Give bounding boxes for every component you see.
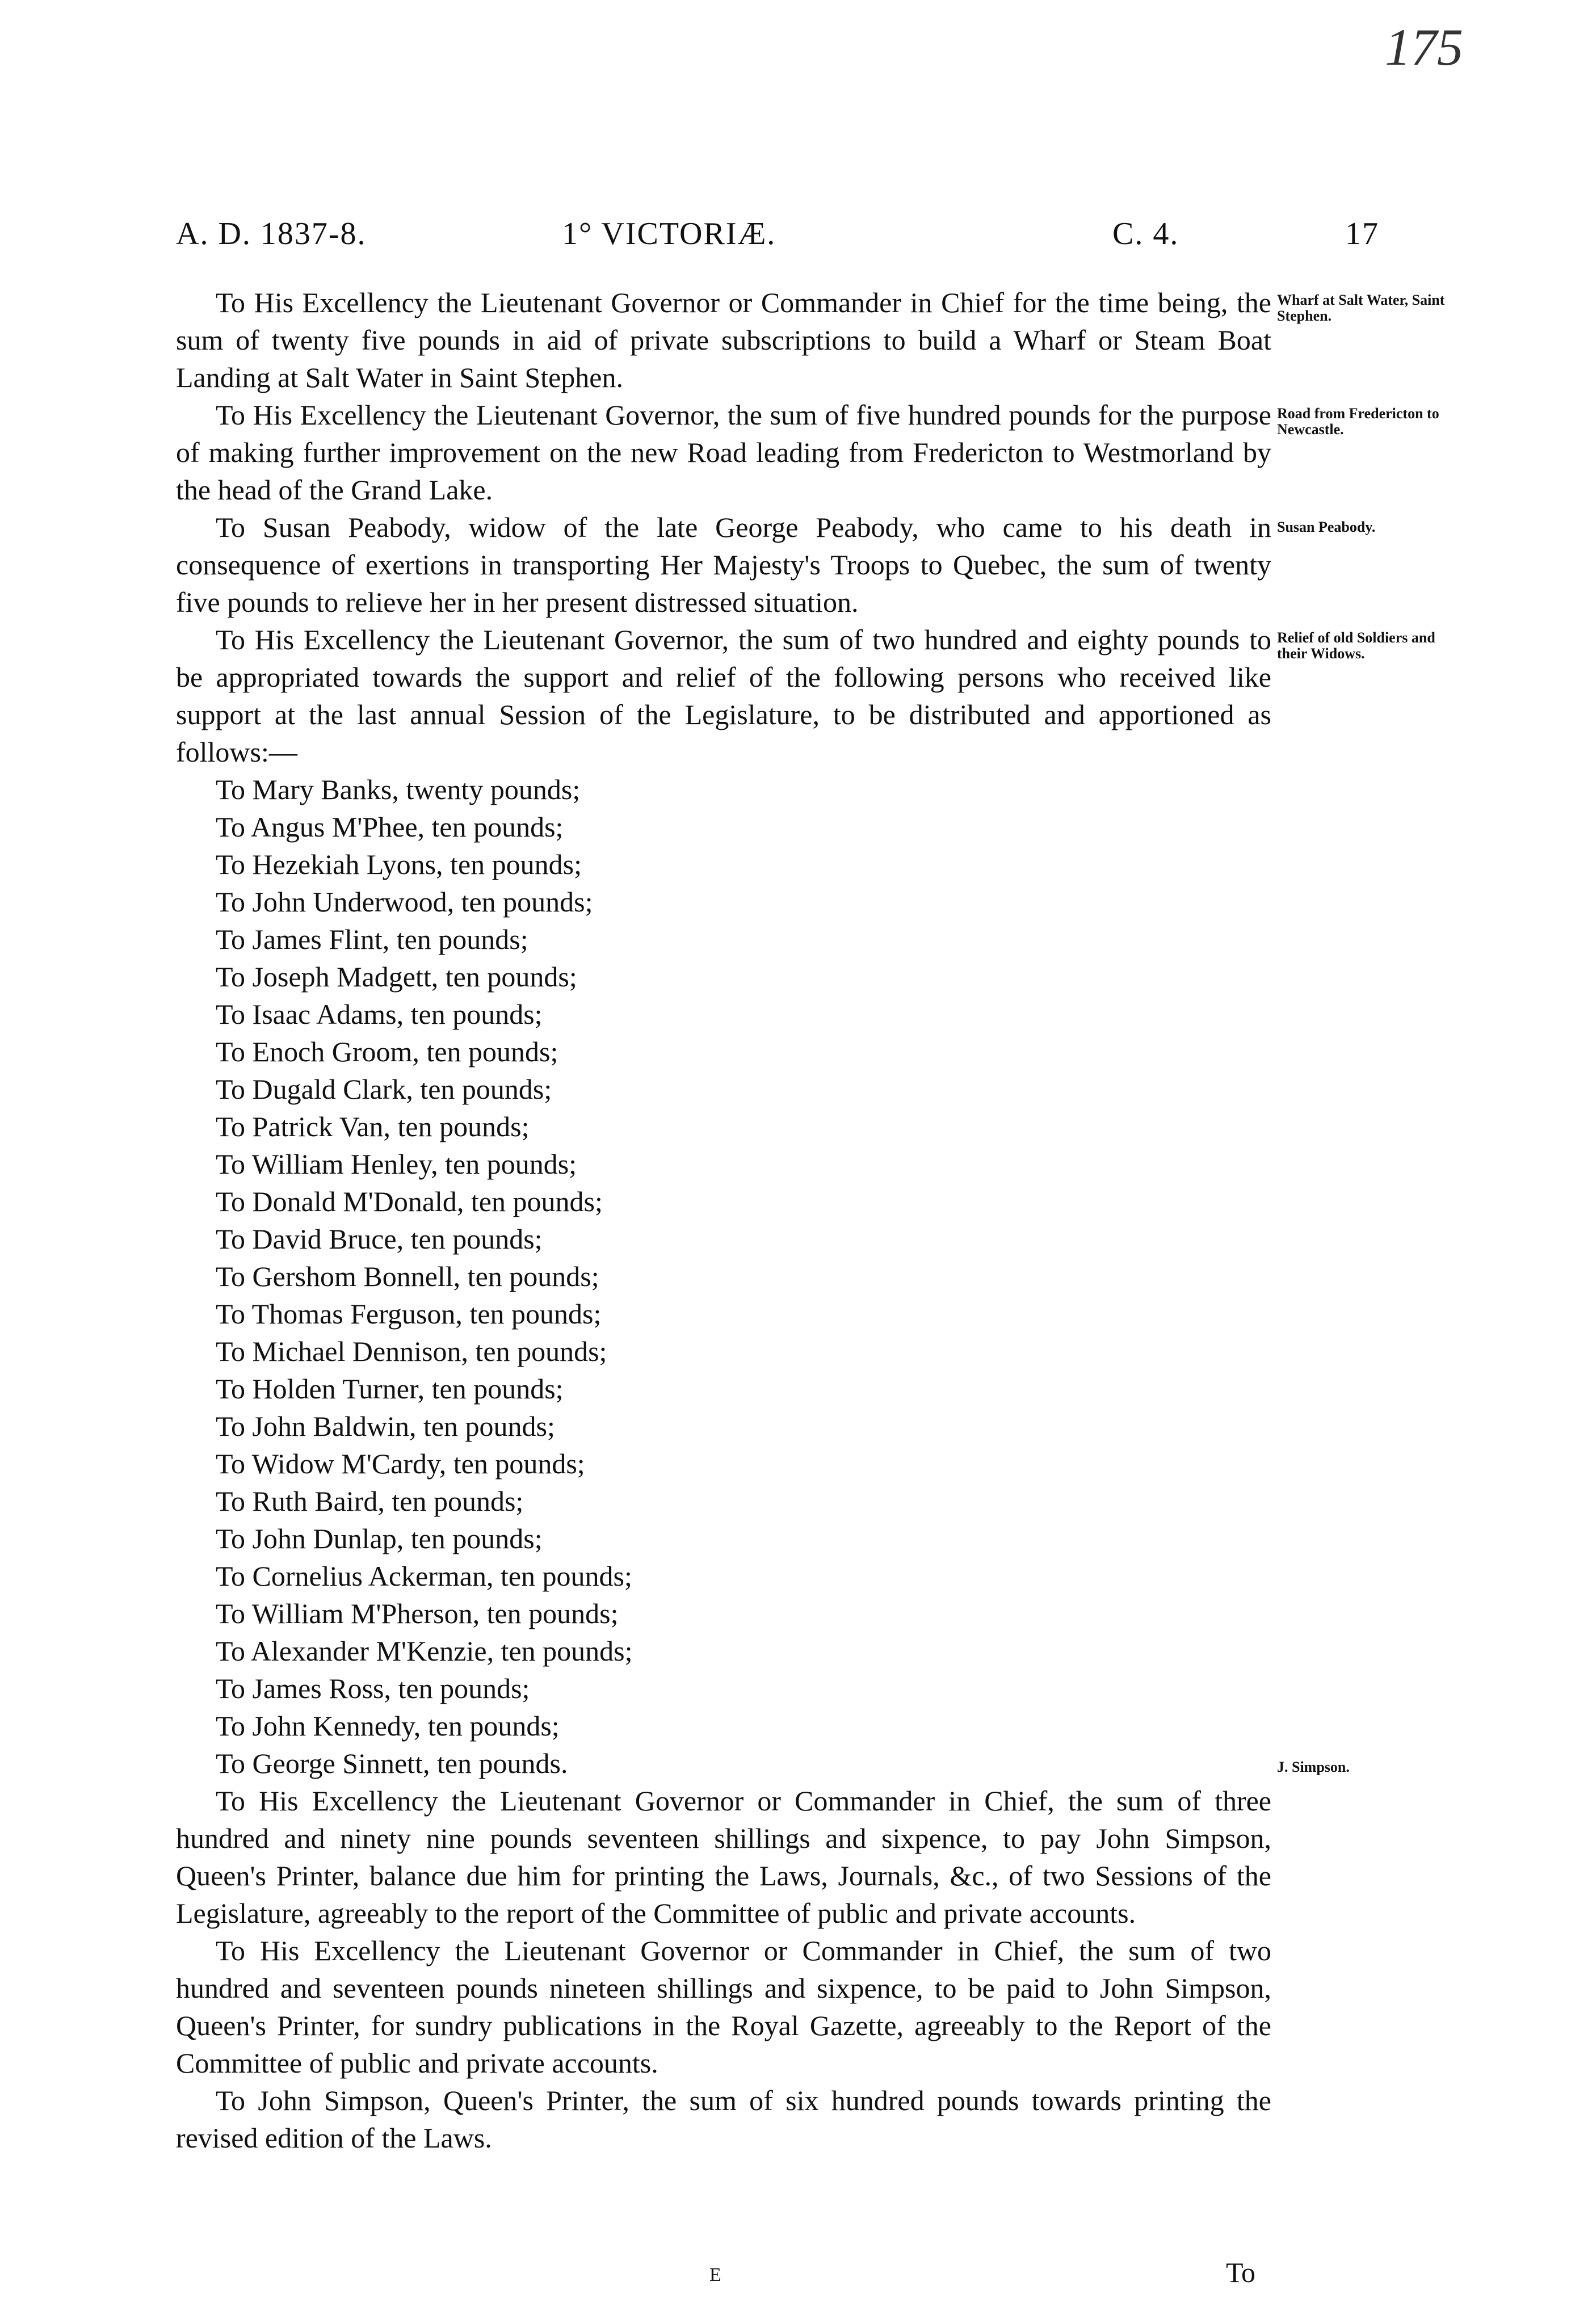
list-item: To Cornelius Ackerman, ten pounds; <box>216 1560 632 1592</box>
list-item: To Donald M'Donald, ten pounds; <box>216 1186 603 1217</box>
header-reign: 1° VICTORIÆ. <box>562 216 776 251</box>
header-year: A. D. 1837-8. <box>176 216 367 251</box>
list-item: To Enoch Groom, ten pounds; <box>216 1036 558 1068</box>
paragraph-peabody: To Susan Peabody, widow of the late George Peabody, who came to his death in consequence of exertions in transporting Her Majesty's Troops to Quebec, the sum of twenty five pounds to relieve her in her present distressed situation. <box>176 511 1271 618</box>
list-item: To Holden Turner, ten pounds; <box>216 1373 564 1405</box>
signature-mark: E <box>709 2264 723 2285</box>
margin-note-road: Road from Fredericton to Newcastle. <box>1277 405 1439 438</box>
list-item: To Alexander M'Kenzie, ten pounds; <box>216 1635 633 1667</box>
running-header <box>176 216 1385 261</box>
paragraph-road: To His Excellency the Lieutenant Governor, the sum of five hundred pounds for the purpose of making further improvement on the new Road leading from Fredericton to Westmorland by the head of the Grand Lake. <box>176 399 1271 506</box>
list-item: To Joseph Madgett, ten pounds; <box>216 961 577 993</box>
list-item: To George Sinnett, ten pounds. <box>216 1747 568 1779</box>
handwritten-page-number: 175 <box>1385 18 1463 76</box>
list-item: To Angus M'Phee, ten pounds; <box>216 811 564 843</box>
list-item: To John Kennedy, ten pounds; <box>216 1710 560 1742</box>
list-item: To David Bruce, ten pounds; <box>216 1223 543 1255</box>
list-item: To Mary Banks, twenty pounds; <box>216 774 581 805</box>
list-item: To William M'Pherson, ten pounds; <box>216 1598 619 1629</box>
header-chapter: C. 4. <box>1112 216 1179 251</box>
catchword: To <box>1226 2256 1256 2288</box>
margin-note-wharf: Wharf at Salt Water, Saint Stephen. <box>1277 292 1445 324</box>
list-item: To Widow M'Cardy, ten pounds; <box>216 1448 585 1480</box>
list-item: To Dugald Clark, ten pounds; <box>216 1073 552 1105</box>
list-item: To Gershom Bonnell, ten pounds; <box>216 1260 599 1292</box>
statute-body <box>176 284 1271 2157</box>
header-page-number: 17 <box>1345 216 1379 251</box>
paragraph-simpson-balance: To His Excellency the Lieutenant Governor or Commander in Chief, the sum of three hundred and ninety nine pounds seventeen shillings and sixpence, to pay John Simpson, Queen's Printer, balance due him for printing the Laws, Journals, &c., of two Sessions of the Legislature, agreeably to the report of the Committee of public and private accounts. <box>176 1785 1271 1929</box>
margin-note-relief: Relief of old Soldiers and their Widows. <box>1277 629 1435 662</box>
paragraph-wharf: To His Excellency the Lieutenant Governor or Commander in Chief for the time being, the sum of twenty five pounds in aid of private subscriptions to build a Wharf or Steam Boat Landing at Salt Water in Saint Stephen. <box>176 287 1271 393</box>
list-item: To Michael Dennison, ten pounds; <box>216 1335 607 1367</box>
paragraph-simpson-gazette: To His Excellency the Lieutenant Governor or Commander in Chief, the sum of two hundred and seventeen pounds nineteen shillings and sixpence, to be paid to John Simpson, Queen's Printer, for sundry publications in the Royal Gazette, agreeably to the Report of the Committee of public and private accounts. <box>176 1935 1271 2079</box>
list-item: To James Flint, ten pounds; <box>216 923 528 955</box>
paragraph-simpson-laws: To John Simpson, Queen's Printer, the sum of six hundred pounds towards printing the revised edition of the Laws. <box>176 2085 1271 2154</box>
list-item: To John Dunlap, ten pounds; <box>216 1523 543 1554</box>
list-item: To John Underwood, ten pounds; <box>216 886 593 918</box>
list-item: To John Baldwin, ten pounds; <box>216 1410 555 1442</box>
paragraph-relief: To His Excellency the Lieutenant Governor, the sum of two hundred and eighty pounds to be appropriated towards the support and relief of the following persons who received like support at the last annual Session of the Legislature, to be distributed and apportioned as follows:— <box>176 624 1271 768</box>
recipient-list <box>176 771 1271 1782</box>
list-item: To Patrick Van, ten pounds; <box>216 1111 530 1142</box>
margin-note-simpson: J. Simpson. <box>1277 1759 1350 1775</box>
list-item: To Isaac Adams, ten pounds; <box>216 998 543 1030</box>
list-item: To William Henley, ten pounds; <box>216 1148 577 1180</box>
list-item: To Ruth Baird, ten pounds; <box>216 1485 524 1517</box>
list-item: To Thomas Ferguson, ten pounds; <box>216 1298 602 1330</box>
list-item: To Hezekiah Lyons, ten pounds; <box>216 848 582 880</box>
margin-note-peabody: Susan Peabody. <box>1277 519 1376 535</box>
list-item: To James Ross, ten pounds; <box>216 1672 530 1704</box>
